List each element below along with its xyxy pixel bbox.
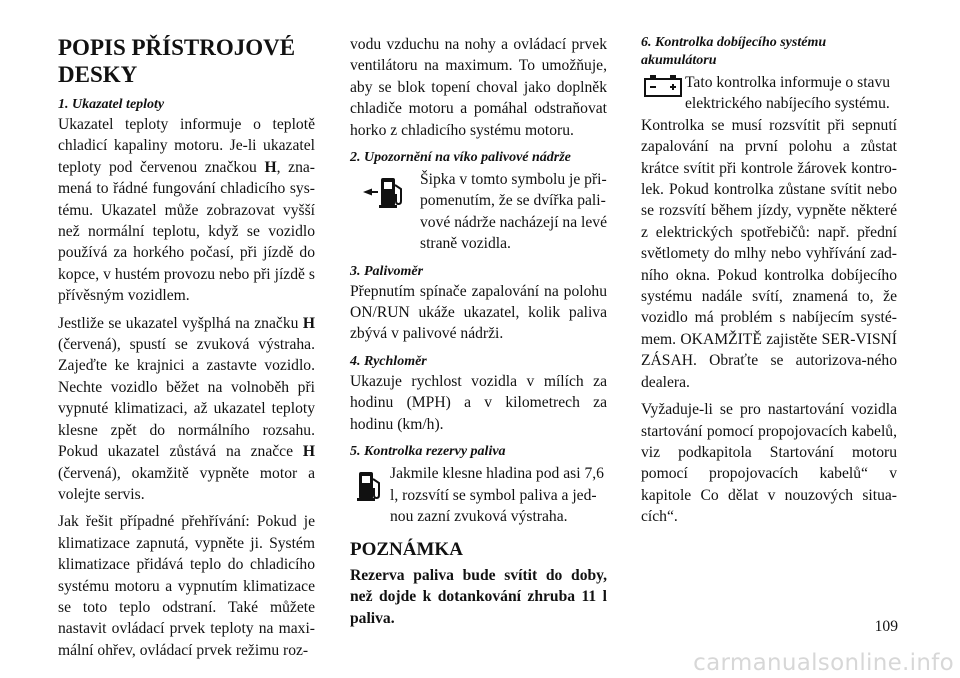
section-3-text: Přepnutím spínače zapalování na polohu ON/RUN ukáže ukazatel, kolik paliva zbývá v palivové nádrži. [350, 282, 607, 343]
fuel-pump-icon [350, 463, 390, 503]
section-1-paragraph-3-continued: vodu vzduchu na nohy a ovládací prvek ventilátoru na maximum. To umožňuje, aby se blok topení choval jako doplněk chladiče motoru a pomáhal odstraňovat horko z chladicího systému motoru. [350, 36, 607, 139]
red-mark-h: H [302, 443, 315, 461]
fuel-door-arrow-icon [350, 169, 420, 209]
section-5-heading: 5. Kontrolka rezervy paliva [350, 444, 506, 460]
section-5-body [350, 463, 607, 527]
section-6-intro: Tato kontrolka informuje o stavu elektrického nabíjecího systému. [685, 74, 891, 113]
column-right [641, 34, 897, 528]
section-3-heading: 3. Palivoměr [350, 263, 424, 279]
watermark: carmanualsonline.info [693, 650, 954, 676]
section-6-intro-row [641, 72, 897, 115]
section-1-paragraph-1: Ukazatel teploty informuje o teplotě chladicí kapaliny motoru. Je-li ukazatel teploty pod červenou značkou H, zna-mená to řádné fungování chladicího sys-tému. Ukazatel může zobrazovat vyšší než normální teplotu, když se vozidlo používá za horkého počasí, při jízdě do kopce, v hustém provozu nebo při jízdě s přívěsným vozidlem. [58, 116, 315, 305]
red-mark-h: H [302, 314, 315, 332]
red-mark-h: H [264, 158, 277, 176]
column-left [58, 34, 315, 661]
note-heading: POZNÁMKA [350, 539, 463, 561]
column-middle [350, 34, 607, 629]
battery-icon [641, 72, 685, 97]
section-4-text: Ukazuje rychlost vozidla v mílích za hodinu (MPH) a v kilometrech za hodinu (km/h). [350, 372, 607, 433]
section-1-paragraph-2: Jestliže se ukazatel vyšplhá na značku H (červená), spustí se zvuková výstraha. Zajeďte ke krajnici a zastavte vozidlo. Nechte vozidlo běžet na volnoběh při vypnuté klimatizaci, až ukazatel teploty klesne zpět do normálního rozsahu. Pokud ukazatel zůstává na značce H (červená), okamžitě vypněte motor a volejte servis. [58, 314, 315, 503]
page-number: 109 [874, 618, 898, 635]
section-5-text: Jakmile klesne hladina pod asi 7,6 l, rozsvítí se symbol paliva a jed-nou zazní zvuková výstraha. [390, 465, 604, 525]
page-title: POPIS PŘÍSTROJOVÉ DESKY [58, 35, 296, 87]
section-4-heading: 4. Rychloměr [350, 353, 427, 369]
section-2-heading: 2. Upozornění na víko palivové nádrže [350, 150, 571, 166]
section-2-body [350, 169, 607, 255]
section-2-text: Šipka v tomto symbolu je při-pomenutím, že se dvířka pali-vové nádrže nacházejí na levé straně vozidla. [420, 171, 608, 253]
note-text: Rezerva paliva bude svítit do doby, než dojde k dotankování zhruba 11 l paliva. [350, 566, 607, 627]
section-1-heading: 1. Ukazatel teploty [58, 97, 165, 112]
section-1-paragraph-3: Jak řešit případné přehřívání: Pokud je klimatizace zapnutá, vypněte ji. Systém klimatizace přidává teplo do chladicího systému motoru a vypnutím klimatizace se toto teplo odstraní. Také můžete nastavit ovládací prvek teploty na maxi-mální ohřev, ovládací prvek režimu roz- [58, 513, 315, 659]
section-6-paragraph-2: Vyžaduje-li se pro nastartování vozidla startování pomocí propojovacích kabelů, viz podkapitola Startování motoru pomocí propojovacích kabelů“ v kapitole Co dělat v nouzových situa-cích“. [641, 401, 897, 526]
section-6-heading: 6. Kontrolka dobíjecího systému akumulátoru [641, 35, 827, 68]
section-6-paragraph-1: Kontrolka se musí rozsvítit při sepnutí zapalování na první polohu a zůstat krátce svítit při kontrole žárovek kontro-lek. Pokud kontrolka zůstane svítit nebo se rozsvítí během jízdy, vypněte některé z elektrických spotřebičů: např. přední světlomety do mlhy nebo vyhřívání zad-ního okna. Pokud kontrolka dobíjecího systému nadále svítí, znamená to, že vozidlo má problém s nabíjecím systé-mem. OKAMŽITĚ zajistěte SER-VISNÍ ZÁSAH. Obraťte se autorizova-ného dealera. [641, 116, 897, 391]
